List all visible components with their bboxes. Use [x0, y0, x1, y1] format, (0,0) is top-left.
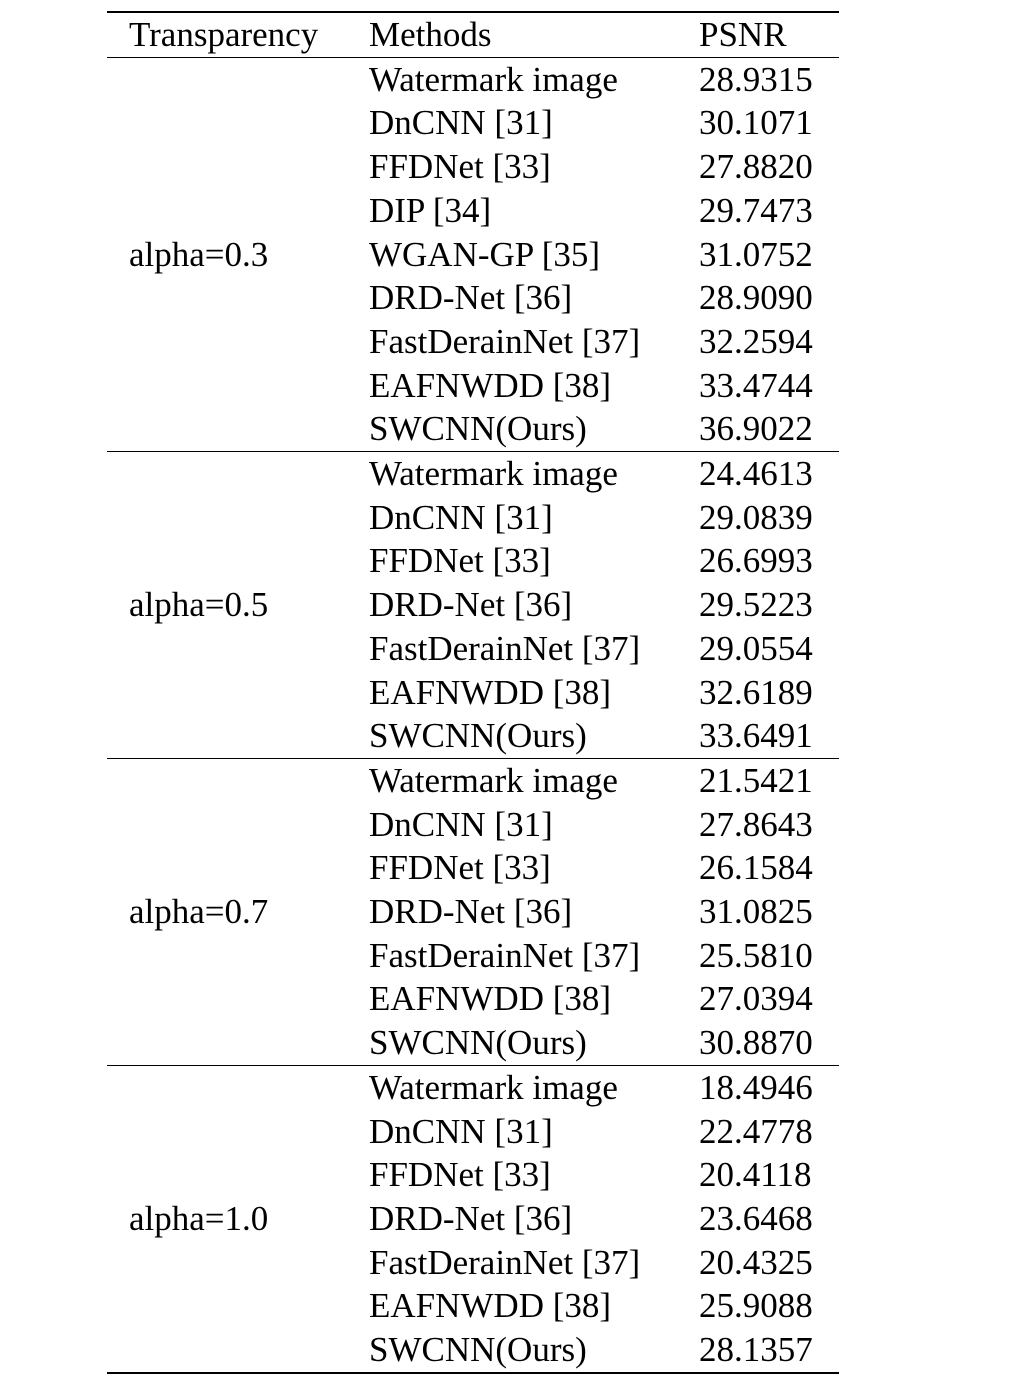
psnr-cell: 29.5223: [699, 585, 813, 625]
method-cell: FFDNet [33]: [369, 147, 551, 187]
method-cell: DnCNN [31]: [369, 103, 553, 143]
psnr-cell: 33.4744: [699, 365, 813, 405]
method-cell: EAFNWDD [38]: [369, 365, 612, 405]
method-cell: FFDNet [33]: [369, 848, 551, 888]
psnr-cell: 25.5810: [699, 935, 813, 975]
psnr-results-table: [107, 11, 839, 1374]
psnr-cell: 32.6189: [699, 672, 813, 712]
table-row: [107, 1065, 839, 1109]
method-cell: FastDerainNet [37]: [369, 628, 641, 668]
method-cell: DRD-Net [36]: [369, 278, 573, 318]
method-cell: SWCNN(Ours): [369, 1023, 587, 1063]
method-cell: FFDNet [33]: [369, 1155, 551, 1195]
table-row: [107, 758, 839, 802]
method-cell: FastDerainNet [37]: [369, 1242, 641, 1282]
psnr-cell: 31.0752: [699, 234, 813, 274]
psnr-cell: 22.4778: [699, 1111, 813, 1151]
psnr-cell: 28.1357: [699, 1330, 813, 1370]
psnr-cell: 29.7473: [699, 190, 813, 230]
group-alpha-2: [107, 758, 839, 1065]
method-cell: DnCNN [31]: [369, 1111, 553, 1151]
psnr-cell: 30.1071: [699, 103, 813, 143]
method-cell: SWCNN(Ours): [369, 716, 587, 756]
psnr-cell: 25.9088: [699, 1286, 813, 1326]
header-transparency: Transparency: [129, 15, 319, 54]
psnr-cell: 26.1584: [699, 848, 813, 888]
psnr-cell: 31.0825: [699, 892, 813, 932]
method-cell: WGAN-GP [35]: [369, 234, 601, 274]
psnr-cell: 20.4325: [699, 1242, 813, 1282]
method-cell: DnCNN [31]: [369, 497, 553, 537]
method-cell: EAFNWDD [38]: [369, 672, 612, 712]
group-alpha-0: [107, 57, 839, 451]
group-alpha-1: [107, 452, 839, 759]
method-cell: Watermark image: [369, 1067, 618, 1107]
method-cell: DRD-Net [36]: [369, 892, 573, 932]
table-header: [107, 12, 839, 57]
psnr-cell: 32.2594: [699, 321, 813, 361]
psnr-cell: 27.8820: [699, 147, 813, 187]
psnr-cell: 26.6993: [699, 541, 813, 581]
psnr-cell: 29.0554: [699, 628, 813, 668]
psnr-cell: 18.4946: [699, 1067, 813, 1107]
method-cell: DRD-Net [36]: [369, 585, 573, 625]
method-cell: DnCNN [31]: [369, 804, 553, 844]
method-cell: FastDerainNet [37]: [369, 935, 641, 975]
psnr-cell: 24.4613: [699, 454, 813, 494]
psnr-cell: 33.6491: [699, 716, 813, 756]
method-cell: DRD-Net [36]: [369, 1198, 573, 1238]
transparency-label: alpha=0.7: [129, 892, 269, 932]
method-cell: FastDerainNet [37]: [369, 321, 641, 361]
method-cell: Watermark image: [369, 760, 618, 800]
table-row: [107, 57, 839, 101]
method-cell: Watermark image: [369, 59, 618, 99]
method-cell: Watermark image: [369, 454, 618, 494]
method-cell: DIP [34]: [369, 190, 492, 230]
table-row: [107, 452, 839, 496]
psnr-cell: 21.5421: [699, 760, 813, 800]
method-cell: EAFNWDD [38]: [369, 1286, 612, 1326]
psnr-cell: 28.9315: [699, 59, 813, 99]
transparency-label: alpha=0.3: [129, 234, 269, 274]
method-cell: SWCNN(Ours): [369, 409, 587, 449]
transparency-label: alpha=0.5: [129, 585, 269, 625]
psnr-cell: 27.8643: [699, 804, 813, 844]
group-alpha-3: [107, 1065, 839, 1372]
psnr-cell: 27.0394: [699, 979, 813, 1019]
psnr-cell: 29.0839: [699, 497, 813, 537]
psnr-cell: 36.9022: [699, 409, 813, 449]
psnr-cell: 30.8870: [699, 1023, 813, 1063]
transparency-label: alpha=1.0: [129, 1198, 269, 1238]
header-psnr: PSNR: [699, 15, 787, 54]
method-cell: SWCNN(Ours): [369, 1330, 587, 1370]
header-row: [107, 12, 839, 57]
psnr-cell: 23.6468: [699, 1198, 813, 1238]
header-methods: Methods: [369, 15, 492, 54]
psnr-cell: 20.4118: [699, 1155, 812, 1195]
method-cell: EAFNWDD [38]: [369, 979, 612, 1019]
method-cell: FFDNet [33]: [369, 541, 551, 581]
psnr-cell: 28.9090: [699, 278, 813, 318]
